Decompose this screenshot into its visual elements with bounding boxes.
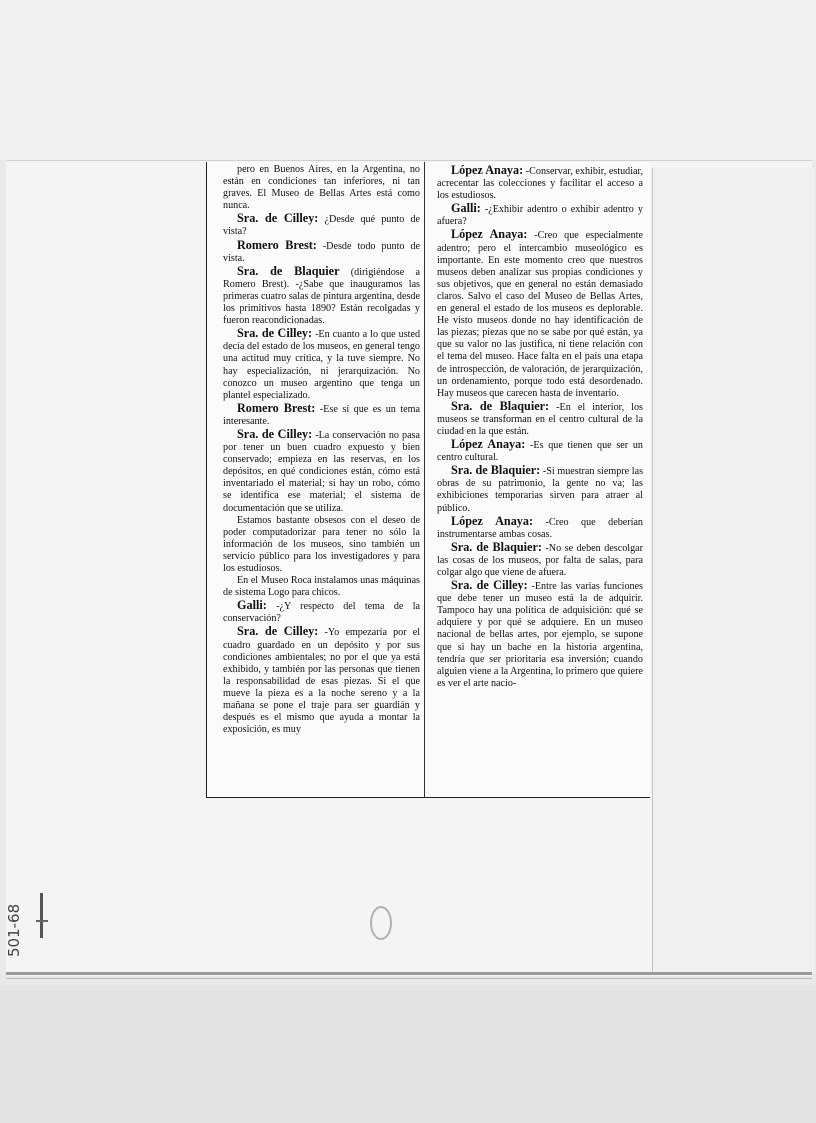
speaker-name: Galli: (451, 201, 481, 216)
paragraph-text: pero en Buenos Aires, en la Argentina, no están en condiciones tan inferiores, ni tan graves. El Museo de Bellas Artes está como nunca. (223, 164, 420, 212)
speaker-name: López Anaya: (451, 513, 534, 528)
speaker-name: Sra. de Cilley: (237, 624, 319, 639)
paragraph-text: -Yo empezaría por el cuadro guardado en un depósito y por sus condiciones ambientales; no por el que ya está exhibido, y también por las personas que tienen la responsabilidad de esas piezas. Si el que mueve la pieza es a la noche sereno y a la mañana se pone el traje para ser guardián y después es el mismo que ayuda a montar la exposición, es muy (223, 627, 421, 736)
speaker-name: Romero Brest: (237, 400, 316, 415)
paragraph (223, 515, 420, 575)
paragraph-text: -En el interior, los museos se transforman en el centro cultural de la ciudad en la que están. (437, 401, 643, 437)
paragraph-text: -Desde todo punto de vista. (223, 240, 421, 264)
paragraph-text: -Creo que especialmente adentro; pero el intercambio museológico es importante. En este momento creo que nuestros museos deben analizar sus propias condiciones y sus objetivos, que en general no están demasiado claros. Salvo el caso del Museo de Bellas Artes, en general el estado de los museos es deplorable. He visto museos donde no hay identificación de las piezas; piezas que no se sabe por qué están, ya que su valor no las justifica, ni tiene relación con el tema del museo. Hace falta en el país una etapa de introspección, de valoración, de jerarquización, un ordenamiento, porque todo está desordenado. Hay museos que carecen hasta de inventario. (437, 230, 643, 399)
speaker-name: López Anaya: (451, 163, 524, 177)
speaker-name: Sra. de Blaquier: (451, 463, 541, 478)
paragraph (437, 228, 643, 399)
speaker-name: Sra. de Blaquier: (451, 398, 550, 413)
handwritten-margin-note (0, 903, 57, 957)
paragraph-text: -Es que tienen que ser un centro cultural. (437, 440, 643, 464)
speaker-name: Sra. de Cilley: (237, 211, 319, 226)
clipping-left-column (207, 162, 425, 797)
paragraph (223, 239, 420, 265)
paragraph (223, 599, 420, 625)
speaker-name: Sra. de Blaquier (237, 263, 340, 278)
paragraph-text: -¿Y respecto del tema de la conservación? (223, 601, 420, 625)
paragraph-text: -No se deben descolgar las cosas de los museos, por falta de salas, para colgar algo que viene de afuera. (437, 542, 644, 578)
paragraph-text: -Conservar, exhibir, estudiar, acrecentar las colecciones y facilitar el acceso a los estudiosos. (437, 166, 643, 202)
paragraph (437, 400, 643, 438)
paragraph (223, 265, 420, 327)
board-bottom-edge-line (6, 978, 812, 979)
paragraph (223, 575, 420, 599)
paragraph-text: -Creo que deberían instrumentarse ambas cosas. (437, 516, 643, 540)
staple-mark (40, 893, 43, 938)
speaker-name: López Anaya: (451, 437, 526, 452)
speaker-name: Sra. de Cilley: (451, 578, 528, 593)
paragraph (437, 202, 643, 228)
paragraph-text: -¿Exhibir adentro o exhibir adentro y afuera? (437, 204, 643, 228)
paragraph (223, 327, 420, 402)
paragraph (437, 515, 643, 541)
speaker-name: Sra. de Cilley: (237, 326, 313, 341)
paragraph-text: -Entre las varias funciones que debe tener un museo está la de adquirir. Tampoco hay una política de adquisición: qué se adquiere y por qué se adquiere. En un museo nacional de bellas artes, por ejemplo, se supone que si hay un bache en la historia argentina, tendría que ser prioritaria esa inversión; cuando alguien viene a la Argentina, lo primero que quiere es ver el arte nacio- (437, 581, 643, 689)
paragraph-text: -Ese sí que es un tema interesante. (223, 403, 421, 427)
scan-background-bottom (0, 985, 816, 1123)
clipping-right-column (425, 162, 649, 797)
staple-hook-mark (36, 920, 48, 922)
speaker-name: Sra. de Cilley: (237, 426, 313, 441)
paragraph-text: (dirigiéndose a Romero Brest). -¿Sabe que inauguramos las primeras cuatro salas de pintura argentina, desde los primitivos hasta 1890? Están recolgadas y fueron reacondicionadas. (223, 266, 421, 327)
paragraph (223, 428, 420, 515)
speaker-name: Sra. de Blaquier: (451, 539, 542, 554)
paragraph-text: -En cuanto a lo que usted decía del estado de los museos, en general tengo una actitud muy crítica, y la tuve siempre. No hay especialización, ni jerarquización. No conozco un museo argentino que tenga un plantel especializado. (223, 329, 421, 401)
paragraph (437, 541, 643, 579)
paragraph (437, 438, 643, 464)
paragraph (223, 164, 420, 212)
paragraph (223, 402, 420, 428)
paragraph-text: Estamos bastante obsesos con el deseo de poder computadorizar para tener no sólo la información de los museos, sino también un servicio público para los investigadores y para los estudiosos. (223, 514, 420, 574)
speaker-name: Galli: (237, 598, 267, 613)
board-bottom-edge (6, 972, 812, 975)
paragraph (223, 625, 420, 736)
speaker-name: López Anaya: (451, 227, 528, 242)
margin-note-text: 501-68 (5, 903, 23, 957)
paragraph (223, 212, 420, 238)
paragraph (437, 164, 643, 202)
mounting-board-right-panel (652, 168, 815, 974)
speaker-name: Romero Brest: (237, 237, 317, 252)
paragraph-text: ¿Desde qué punto de vista? (223, 214, 421, 238)
paragraph-text: -Si muestran siempre las obras de su patrimonio, la gente no va; las exhibiciones temporarias sirven para atraer al público. (437, 466, 644, 514)
paragraph (437, 579, 643, 690)
paragraph (437, 464, 643, 514)
paragraph-text: En el Museo Roca instalamos unas máquinas de sistema Logo para chicos. (223, 575, 420, 599)
newspaper-clipping (206, 162, 650, 798)
scan-background-top (0, 0, 816, 160)
paragraph-text: -La conservación no pasa por tener un buen cuadro expuesto y bien conservado; empieza en las reservas, en los depósitos, en qué condiciones están, cómo está inventariado el material; si hay un robo, cómo se identifica ese material; el sistema de documentación que se utiliza. (223, 429, 420, 514)
punch-hole-mark (370, 906, 392, 940)
